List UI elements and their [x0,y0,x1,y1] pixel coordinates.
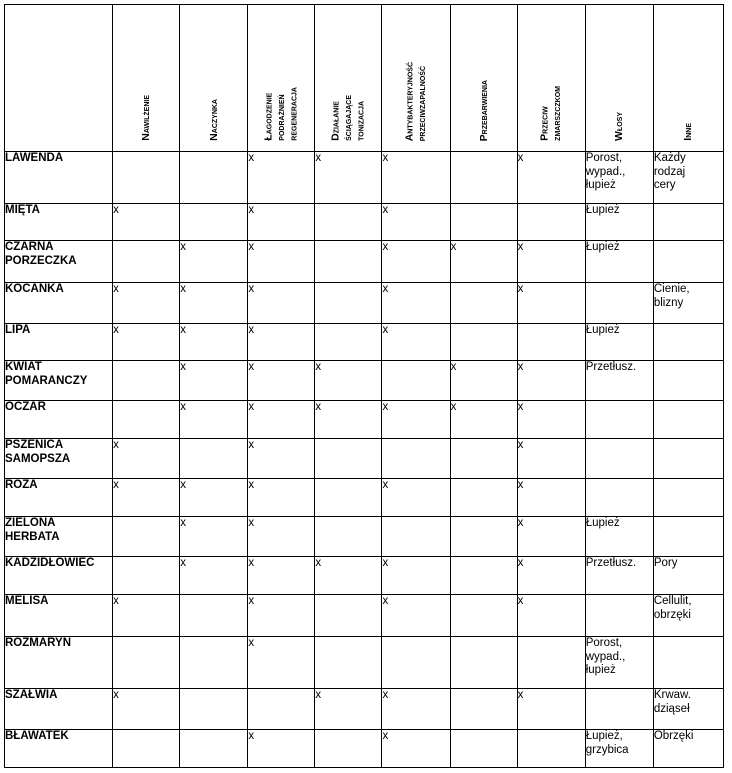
hair-effect: Przetłusz. [585,557,653,595]
property-cell [382,439,450,479]
column-header-label: Działanie ściągające tonizacja [329,95,367,141]
property-cell [315,401,382,439]
table-row [5,439,724,479]
herb-name: MELISA [5,595,113,637]
table-row [5,479,724,517]
other-effect [653,439,723,479]
property-cell [180,283,248,324]
property-mark: x [180,324,186,336]
property-cell [382,689,450,730]
property-cell [382,241,450,283]
table-row [5,283,724,324]
property-cell [315,479,382,517]
property-cell [382,479,450,517]
property-cell [113,283,180,324]
property-mark: x [517,517,524,529]
corner-cell [5,5,113,152]
property-cell [517,595,585,637]
property-cell [450,557,517,595]
column-header [517,5,585,152]
property-mark: x [248,152,255,164]
property-cell [517,637,585,689]
property-cell [180,517,248,557]
property-cell [517,439,585,479]
property-cell [315,361,382,401]
property-mark: x [450,241,457,253]
property-mark: x [113,283,119,295]
property-cell [517,204,585,241]
hair-effect: Porost, wypad., łupież [585,637,653,689]
hair-effect [585,401,653,439]
property-cell [113,595,180,637]
property-cell [315,595,382,637]
hair-effect [585,595,653,637]
property-cell [113,361,180,401]
hair-effect: Łupież [585,517,653,557]
property-cell [382,517,450,557]
hair-effect [585,439,653,479]
property-cell [180,324,248,361]
property-mark: x [248,517,255,529]
column-header [113,5,180,152]
herb-name: ROZA [5,479,113,517]
column-header-label: Przebarwienia [477,79,490,141]
property-cell [450,283,517,324]
property-cell [450,439,517,479]
property-mark: x [517,241,524,253]
property-cell [113,557,180,595]
herb-name: KOCANKA [5,283,113,324]
property-cell [450,361,517,401]
property-cell [248,557,315,595]
column-header [382,5,450,152]
property-mark: x [248,637,255,649]
herb-name: PSZENICA SAMOPSZA [5,439,113,479]
property-cell [517,361,585,401]
property-mark: x [382,324,389,336]
property-cell [113,439,180,479]
herb-name: ROZMARYN [5,637,113,689]
hair-effect: Przetłusz. [585,361,653,401]
property-mark: x [113,439,119,451]
property-cell [248,324,315,361]
property-cell [382,595,450,637]
property-cell [248,517,315,557]
table-row [5,637,724,689]
property-cell [450,730,517,768]
property-cell [113,637,180,689]
property-cell [180,730,248,768]
property-cell [517,557,585,595]
property-cell [517,283,585,324]
property-mark: x [248,361,255,373]
property-cell [113,689,180,730]
property-mark: x [315,401,322,413]
table-row [5,361,724,401]
property-cell [248,730,315,768]
property-cell [180,204,248,241]
property-mark: x [248,204,255,216]
table-body [5,152,724,768]
property-mark: x [113,595,119,607]
herb-properties-table [4,4,724,768]
property-cell [315,517,382,557]
header-row [5,5,724,152]
property-cell [315,241,382,283]
property-cell [180,479,248,517]
property-cell [180,152,248,204]
table-row [5,557,724,595]
property-cell [450,324,517,361]
property-cell [315,637,382,689]
property-mark: x [248,557,255,569]
herb-name: KWIAT POMARANCZY [5,361,113,401]
property-cell [382,557,450,595]
property-cell [113,517,180,557]
property-mark: x [517,479,524,491]
herb-name: LIPA [5,324,113,361]
property-cell [382,324,450,361]
property-cell [517,517,585,557]
property-cell [450,637,517,689]
property-mark: x [113,689,119,701]
herb-name: MIĘTA [5,204,113,241]
property-mark: x [382,557,389,569]
property-mark: x [315,557,322,569]
other-effect [653,241,723,283]
property-mark: x [180,479,186,491]
other-effect: Krwaw. dziąseł [653,689,723,730]
property-cell [315,283,382,324]
other-effect: Cellulit, obrzęki [653,595,723,637]
property-mark: x [450,361,457,373]
property-mark: x [180,517,186,529]
property-mark: x [382,730,389,742]
property-cell [315,324,382,361]
column-header [450,5,517,152]
property-mark: x [517,439,524,451]
herb-name: CZARNA PORZECZKA [5,241,113,283]
property-cell [248,595,315,637]
other-effect: Każdy rodzaj cery [653,152,723,204]
hair-effect: Łupież, grzybica [585,730,653,768]
property-cell [248,361,315,401]
property-cell [248,689,315,730]
property-cell [450,204,517,241]
property-cell [315,557,382,595]
property-cell [113,152,180,204]
property-cell [382,283,450,324]
property-cell [382,152,450,204]
column-header-label: Naczynka [207,99,220,141]
table-row [5,204,724,241]
property-cell [517,152,585,204]
property-mark: x [248,241,255,253]
property-cell [517,401,585,439]
property-cell [450,479,517,517]
column-header [315,5,382,152]
property-cell [248,204,315,241]
herb-name: SZAŁWIA [5,689,113,730]
hair-effect: Porost, wypad., łupież [585,152,653,204]
property-mark: x [450,401,457,413]
property-cell [248,439,315,479]
column-header [653,5,723,152]
property-mark: x [517,557,524,569]
table-row [5,401,724,439]
property-mark: x [180,283,186,295]
property-cell [315,152,382,204]
property-cell [517,324,585,361]
property-cell [517,241,585,283]
property-mark: x [517,283,524,295]
property-cell [180,689,248,730]
table-row [5,730,724,768]
property-mark: x [248,730,255,742]
other-effect [653,479,723,517]
property-cell [180,241,248,283]
property-mark: x [113,324,119,336]
property-mark: x [315,361,322,373]
property-cell [248,241,315,283]
table-row [5,241,724,283]
column-header-label: Łagodzenie podrażnień regeneracja [262,87,300,141]
property-mark: x [382,152,389,164]
property-cell [450,152,517,204]
other-effect [653,517,723,557]
herb-name: ZIELONA HERBATA [5,517,113,557]
hair-effect: Łupież [585,324,653,361]
property-mark: x [382,241,389,253]
property-mark: x [248,595,255,607]
property-cell [315,689,382,730]
herb-name: KADZIDŁOWIEC [5,557,113,595]
other-effect [653,324,723,361]
property-cell [315,730,382,768]
property-mark: x [248,324,255,336]
column-header-label: Przeciw zmarszczkom [538,86,564,141]
other-effect [653,637,723,689]
column-header [248,5,315,152]
hair-effect [585,689,653,730]
property-cell [382,637,450,689]
property-cell [248,152,315,204]
property-cell [180,557,248,595]
property-mark: x [180,557,186,569]
table-row [5,689,724,730]
property-mark: x [180,241,186,253]
property-cell [180,401,248,439]
property-cell [382,204,450,241]
property-mark: x [180,401,186,413]
property-mark: x [248,283,255,295]
property-cell [450,241,517,283]
property-cell [450,595,517,637]
property-cell [248,401,315,439]
property-mark: x [113,204,119,216]
property-cell [113,730,180,768]
herb-name: BŁAWATEK [5,730,113,768]
property-cell [248,479,315,517]
other-effect [653,204,723,241]
property-mark: x [517,689,524,701]
column-header-label: Antybakteryjność przeciwzapalność [403,61,429,141]
property-mark: x [382,595,389,607]
property-mark: x [382,689,389,701]
property-cell [315,204,382,241]
property-cell [517,689,585,730]
property-mark: x [248,401,255,413]
property-mark: x [113,479,119,491]
property-mark: x [315,689,322,701]
property-mark: x [248,439,255,451]
property-mark: x [382,283,389,295]
property-cell [180,439,248,479]
property-cell [113,479,180,517]
other-effect: Cienie, blizny [653,283,723,324]
property-cell [450,401,517,439]
hair-effect [585,283,653,324]
property-mark: x [517,361,524,373]
property-mark: x [517,152,524,164]
property-cell [180,595,248,637]
property-mark: x [517,595,524,607]
other-effect: Pory [653,557,723,595]
property-cell [180,361,248,401]
column-header-label: Włosy [613,112,626,141]
property-mark: x [315,152,322,164]
table-row [5,517,724,557]
column-header-label: Nawilżenie [139,95,152,141]
column-header-label: Inne [682,123,695,141]
property-mark: x [382,479,389,491]
property-mark: x [517,401,524,413]
herb-name: LAWENDA [5,152,113,204]
other-effect [653,401,723,439]
property-cell [315,439,382,479]
property-mark: x [180,361,186,373]
hair-effect: Łupież [585,241,653,283]
property-cell [450,517,517,557]
hair-effect [585,479,653,517]
property-cell [517,730,585,768]
property-cell [113,401,180,439]
other-effect: Obrzęki [653,730,723,768]
property-cell [382,401,450,439]
property-cell [450,689,517,730]
other-effect [653,361,723,401]
column-header [180,5,248,152]
table-row [5,595,724,637]
property-mark: x [248,479,255,491]
property-mark: x [382,204,389,216]
property-mark: x [382,401,389,413]
herb-name: OCZAR [5,401,113,439]
table-row [5,324,724,361]
property-cell [113,324,180,361]
column-header [585,5,653,152]
property-cell [113,204,180,241]
property-cell [382,730,450,768]
property-cell [248,283,315,324]
property-cell [180,637,248,689]
property-cell [113,241,180,283]
property-cell [517,479,585,517]
property-cell [248,637,315,689]
table-row [5,152,724,204]
hair-effect: Łupież [585,204,653,241]
property-cell [382,361,450,401]
